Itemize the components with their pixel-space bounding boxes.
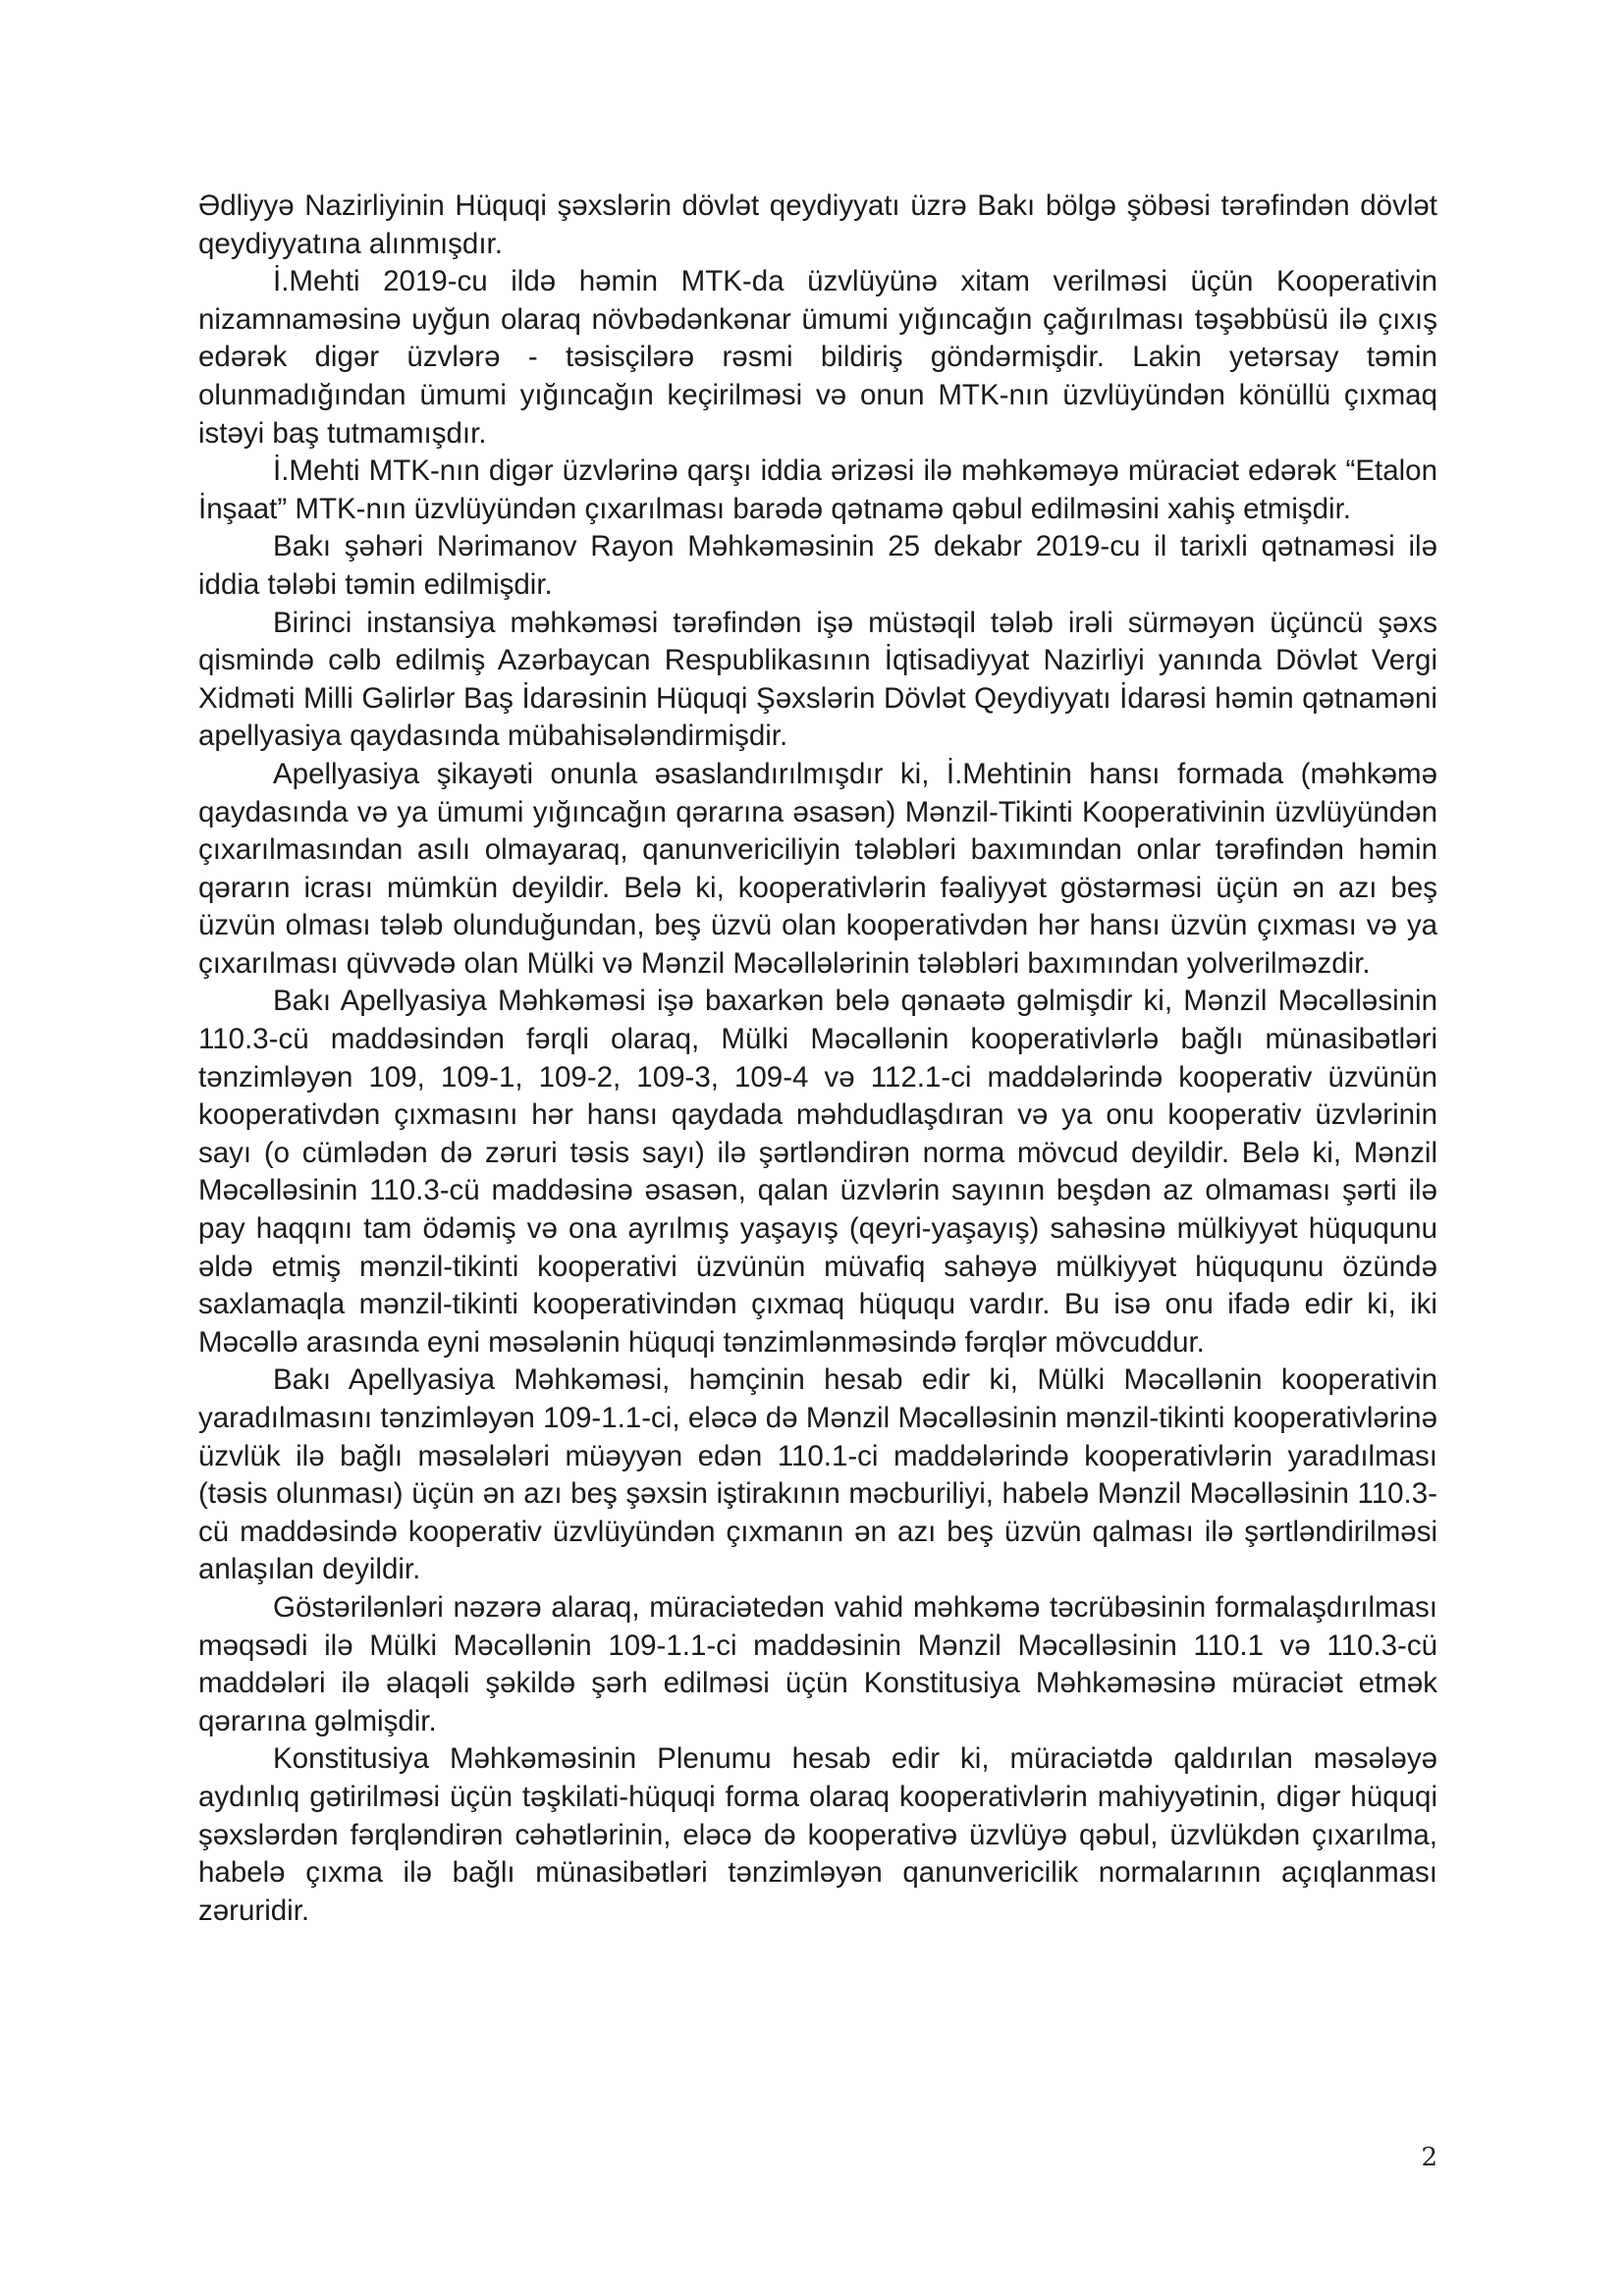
- paragraph-10: Konstitusiya Məhkəməsinin Plenumu hesab edir ki, müraciətdə qaldırılan məsələyə aydınlıq gətirilməsi üçün təşkilati-hüquqi forma olaraq kooperativlərin mahiyyətinin, digər hüquqi şəxslərdən fərqləndirən cəhətlərinin, eləcə də kooperativə üzvlüyə qəbul, üzvlükdən çıxarılma, habelə çıxma ilə bağlı münasibətləri tənzimləyən qanunvericilik normalarının açıqlanması zəruridir.: [198, 1742, 1437, 1927]
- paragraph-3: İ.Mehti MTK-nın digər üzvlərinə qarşı iddia ərizəsi ilə məhkəməyə müraciət edərək “Etalon İnşaat” MTK-nın üzvlüyündən çıxarılması barədə qətnamə qəbul edilməsini xahiş etmişdir.: [198, 454, 1437, 525]
- paragraph-8: Bakı Apellyasiya Məhkəməsi, həmçinin hesab edir ki, Mülki Məcəllənin kooperativin yaradılmasını tənzimləyən 109-1.1-ci, eləcə də Mənzil Məcəlləsinin mənzil-tikinti kooperativlərinə üzvlük ilə bağlı məsələləri müəyyən edən 110.1-ci maddələrində kooperativlərin yaradılması (təsis olunması) üçün ən azı beş şəxsin iştirakının məcburiliyi, habelə Mənzil Məcəlləsinin 110.3-cü maddəsində kooperativ üzvlüyündən çıxmanın ən azı beş üzvün qalması ilə şərtləndirilməsi anlaşılan deyildir.: [198, 1363, 1437, 1586]
- paragraph-1: Ədliyyə Nazirliyinin Hüquqi şəxslərin dövlət qeydiyyatı üzrə Bakı bölgə şöbəsi tərəfindən dövlət qeydiyyatına alınmışdır.: [198, 189, 1437, 260]
- page-number: 2: [1421, 2143, 1437, 2172]
- paragraph-4: Bakı şəhəri Nərimanov Rayon Məhkəməsinin 25 dekabr 2019-cu il tarixli qətnaməsi ilə iddia tələbi təmin edilmişdir.: [198, 530, 1437, 601]
- paragraph-9: Göstərilənləri nəzərə alaraq, müraciətedən vahid məhkəmə təcrübəsinin formalaşdırılması məqsədi ilə Mülki Məcəllənin 109-1.1-ci maddəsinin Mənzil Məcəlləsinin 110.1 və 110.3-cü maddələri ilə əlaqəli şəkildə şərh edilməsi üçün Konstitusiya Məhkəməsinə müraciət etmək qərarına gəlmişdir.: [198, 1590, 1437, 1737]
- paragraph-5: Birinci instansiya məhkəməsi tərəfindən işə müstəqil tələb irəli sürməyən üçüncü şəxs qismində cəlb edilmiş Azərbaycan Respublikasının İqtisadiyyat Nazirliyi yanında Dövlət Vergi Xidməti Milli Gəlirlər Baş İdarəsinin Hüquqi Şəxslərin Dövlət Qeydiyyatı İdarəsi həmin qətnaməni apellyasiya qaydasında mübahisələndirmişdir.: [198, 606, 1437, 753]
- document-body: [198, 187, 1437, 1930]
- paragraph-6: Apellyasiya şikayəti onunla əsaslandırılmışdır ki, İ.Mehtinin hansı formada (məhkəmə qaydasında və ya ümumi yığıncağın qərarına əsasən) Mənzil-Tikinti Kooperativinin üzvlüyündən çıxarılmasından asılı olmayaraq, qanunvericiliyin tələbləri baxımından onlar tərəfindən həmin qərarın icrası mümkün deyildir. Belə ki, kooperativlərin fəaliyyət göstərməsi üçün ən azı beş üzvün olması tələb olunduğundan, beş üzvü olan kooperativdən hər hansı üzvün çıxması və ya çıxarılması qüvvədə olan Mülki və Mənzil Məcəllələrinin tələbləri baxımından yolverilməzdir.: [198, 757, 1437, 980]
- paragraph-7: Bakı Apellyasiya Məhkəməsi işə baxarkən belə qənaətə gəlmişdir ki, Mənzil Məcəlləsinin 110.3-cü maddəsindən fərqli olaraq, Mülki Məcəllənin kooperativlərlə bağlı münasibətləri tənzimləyən 109, 109-1, 109-2, 109-3, 109-4 və 112.1-ci maddələrində kooperativ üzvünün kooperativdən çıxmasını hər hansı qaydada məhdudlaşdıran və ya onu kooperativ üzvlərinin sayı (o cümlədən də zəruri təsis sayı) ilə şərtləndirən norma mövcud deyildir. Belə ki, Mənzil Məcəlləsinin 110.3-cü maddəsinə əsasən, qalan üzvlərin sayının beşdən az olmaması şərti ilə pay haqqını tam ödəmiş və ona ayrılmış yaşayış (qeyri-yaşayış) sahəsinə mülkiyyət hüququnu əldə etmiş mənzil-tikinti kooperativi üzvünün müvafiq sahəyə mülkiyyət hüququnu özündə saxlamaqla mənzil-tikinti kooperativindən çıxmaq hüququ vardır. Bu isə onu ifadə edir ki, iki Məcəllə arasında eyni məsələnin hüquqi tənzimlənməsində fərqlər mövcuddur.: [198, 985, 1437, 1359]
- paragraph-2: İ.Mehti 2019-cu ildə həmin MTK-da üzvlüyünə xitam verilməsi üçün Kooperativin nizamnaməsinə uyğun olaraq növbədənkənar ümumi yığıncağın çağırılması təşəbbüsü ilə çıxış edərək digər üzvlərə - təsisçilərə rəsmi bildiriş göndərmişdir. Lakin yetərsay təmin olunmadığından ümumi yığıncağın keçirilməsi və onun MTK-nın üzvlüyündən könüllü çıxmaq istəyi baş tutmamışdır.: [198, 265, 1437, 450]
